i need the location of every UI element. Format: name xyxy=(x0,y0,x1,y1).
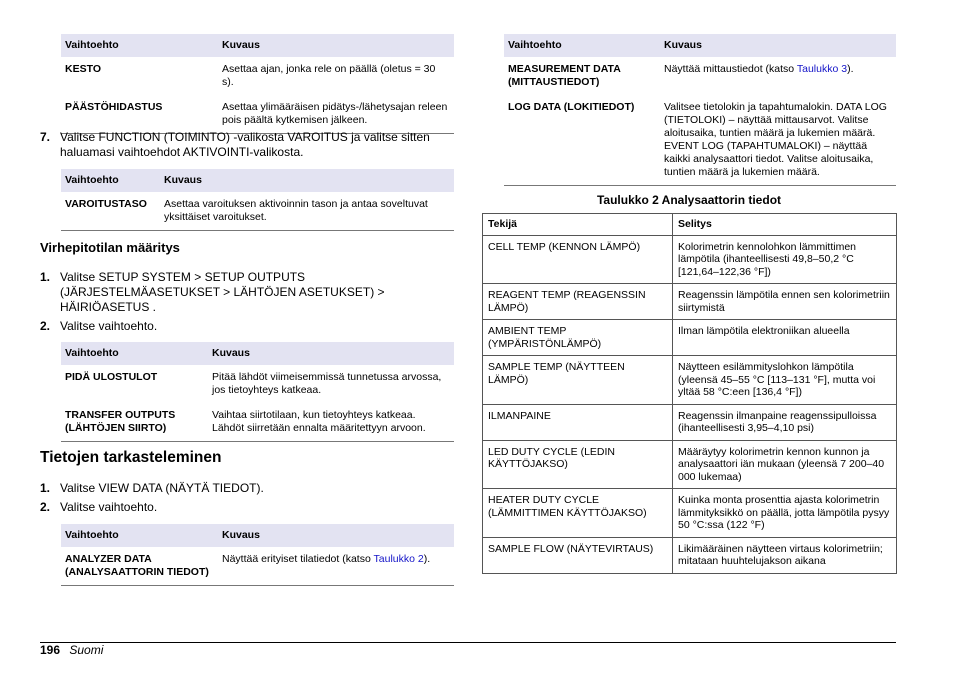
table-row xyxy=(504,95,896,186)
section-heading: Virhepitotilan määritys xyxy=(40,240,180,255)
parameter-description: Kolorimetrin kennolohkon lämmittimen lämpötila (ihanteellisesti 49,8–50,2 °C [121,64–122,36 °F]) xyxy=(673,235,897,284)
option-name: PIDÄ ULOSTULOT xyxy=(65,371,158,383)
parameter-name: REAGENT TEMP (REAGENSSIN LÄMPÖ) xyxy=(483,284,673,320)
table-row xyxy=(483,356,897,405)
step-text: Valitse vaihtoehto. xyxy=(60,319,158,333)
step-number: 2. xyxy=(40,319,51,333)
step-1 xyxy=(40,481,440,496)
column-header: Vaihtoehto xyxy=(61,524,218,547)
section-heading: Tietojen tarkasteleminen xyxy=(40,449,222,466)
step-number: 7. xyxy=(40,130,51,144)
table-row xyxy=(483,235,897,284)
option-description: Asettaa varoituksen aktivoinnin tason ja antaa soveltuvat yksittäiset varoitukset. xyxy=(160,192,454,231)
option-description: Asettaa ajan, jonka rele on päällä (oletus = 30 s). xyxy=(222,63,436,88)
step-1 xyxy=(40,270,440,315)
option-description xyxy=(218,547,454,586)
table-row xyxy=(61,403,454,442)
footer-language: Suomi xyxy=(69,643,104,657)
option-description xyxy=(660,57,896,95)
option-name: PÄÄSTÖHIDASTUS xyxy=(61,95,218,134)
table-row xyxy=(61,95,454,134)
option-description: Asettaa ylimääräisen pidätys-/lähetysajan releen pois päältä kytkemisen jälkeen. xyxy=(218,95,454,134)
parameter-name: AMBIENT TEMP (YMPÄRISTÖNLÄMPÖ) xyxy=(483,320,673,356)
step-number: 1. xyxy=(40,481,51,495)
option-name: MEASUREMENT DATA (MITTAUSTIEDOT) xyxy=(508,63,621,88)
step-2 xyxy=(40,319,440,334)
column-header: Kuvaus xyxy=(218,524,454,547)
options-table-failsafe xyxy=(61,342,454,442)
column-header: Vaihtoehto xyxy=(61,169,160,192)
parameter-description: Ilman lämpötila elektroniikan alueella xyxy=(673,320,897,356)
options-table-relay xyxy=(61,34,454,134)
step-text: Valitse vaihtoehto. xyxy=(60,500,158,514)
column-header: Vaihtoehto xyxy=(504,34,660,57)
parameter-description: Määräytyy kolorimetrin kennon kunnon ja analysaattori iän mukaan (yleensä 7 200–40 000 lukemaa) xyxy=(673,440,897,489)
option-name: TRANSFER OUTPUTS (LÄHTÖJEN SIIRTO) xyxy=(61,403,208,442)
column-header: Vaihtoehto xyxy=(61,34,218,57)
parameter-name: LED DUTY CYCLE (LEDIN KÄYTTÖJAKSO) xyxy=(483,440,673,489)
option-description: Valitsee tietolokin ja tapahtumalokin. DATA LOG (TIETOLOKI) – näyttää mittausarvot. Valitse aloitusaika, tuntien määrä ja lukemien määrä. EVENT LOG (TAPAHTUMALOKI) – näyttää kaikki analysaattori tiedot. Valitse aloitusaika, tuntien määrä ja lukemien määrä. xyxy=(660,95,896,186)
table-caption: Taulukko 2 Analysaattorin tiedot xyxy=(596,193,782,207)
options-table-warning xyxy=(61,169,454,231)
column-header: Kuvaus xyxy=(218,34,454,57)
parameter-description: Reagenssin lämpötila ennen sen kolorimetriin siirtymistä xyxy=(673,284,897,320)
column-header: Selitys xyxy=(673,214,897,236)
table-row xyxy=(483,284,897,320)
table-row xyxy=(61,365,454,403)
parameter-description: Likimääräinen näytteen virtaus kolorimetriin; mitataan huuhtelujakson aikana xyxy=(673,537,897,573)
table-row xyxy=(483,489,897,538)
step-7 xyxy=(40,130,450,160)
page-footer xyxy=(40,643,103,657)
parameter-name: SAMPLE FLOW (NÄYTEVIRTAUS) xyxy=(483,537,673,573)
parameter-description: Reagenssin ilmanpaine reagenssipulloissa (ihanteellisesti 3,95–4,10 psi) xyxy=(673,404,897,440)
option-name: VAROITUSTASO xyxy=(61,192,160,231)
table-row xyxy=(61,57,454,95)
step-number: 2. xyxy=(40,500,51,514)
step-2 xyxy=(40,500,440,515)
description-text: ). xyxy=(847,63,854,75)
table-row xyxy=(61,192,454,231)
description-text: Näyttää erityiset tilatiedot (katso xyxy=(222,553,374,565)
parameter-name: ILMANPAINE xyxy=(483,404,673,440)
parameter-description: Näytteen esilämmityslohkon lämpötila (yleensä 45–55 °C [113–131 °F], mutta voi yltää 58 °C:een [136,4 °F]) xyxy=(673,356,897,405)
description-text: Näyttää mittaustiedot (katso xyxy=(664,63,797,75)
step-text: Valitse SETUP SYSTEM > SETUP OUTPUTS (JÄRJESTELMÄASETUKSET > LÄHTÖJEN ASETUKSET) > HÄIRIÖASETUS . xyxy=(60,270,385,314)
table-reference-link[interactable]: Taulukko 2 xyxy=(373,553,424,565)
table-row xyxy=(483,440,897,489)
column-header: Tekijä xyxy=(483,214,673,236)
analyzer-data-table xyxy=(482,213,897,574)
options-table-data-types xyxy=(504,34,896,186)
table-row xyxy=(483,320,897,356)
option-description: Pitää lähdöt viimeisemmissä tunnetussa arvossa, jos tietoyhteys katkeaa. xyxy=(212,371,442,396)
column-header: Vaihtoehto xyxy=(61,342,208,365)
parameter-name: HEATER DUTY CYCLE (LÄMMITTIMEN KÄYTTÖJAKSO) xyxy=(483,489,673,538)
description-text: ). xyxy=(423,553,431,565)
step-text: Valitse FUNCTION (TOIMINTO) -valikosta VAROITUS ja valitse sitten haluamasi vaihtoehdot AKTIVOINTI-valikosta. xyxy=(60,130,430,159)
option-name: ANALYZER DATA (ANALYSAATTORIN TIEDOT) xyxy=(61,547,218,586)
table-row xyxy=(483,537,897,573)
parameter-name: SAMPLE TEMP (NÄYTTEEN LÄMPÖ) xyxy=(483,356,673,405)
table-row xyxy=(504,57,896,95)
page-number: 196 xyxy=(40,643,61,657)
option-name: LOG DATA (LOKITIEDOT) xyxy=(504,95,660,186)
option-name: KESTO xyxy=(65,63,101,75)
parameter-name: CELL TEMP (KENNON LÄMPÖ) xyxy=(483,235,673,284)
options-table-view-data xyxy=(61,524,454,586)
column-header: Kuvaus xyxy=(160,169,454,192)
table-row xyxy=(483,404,897,440)
parameter-description: Kuinka monta prosenttia ajasta kolorimetrin lämmityksikkö on päällä, jotta lämpötila pysyy 50 °C:ssa (122 °F) xyxy=(673,489,897,538)
step-number: 1. xyxy=(40,270,51,284)
column-header: Kuvaus xyxy=(208,342,454,365)
footer-rule xyxy=(40,642,896,643)
step-text: Valitse VIEW DATA (NÄYTÄ TIEDOT). xyxy=(60,481,264,495)
column-header: Kuvaus xyxy=(660,34,896,57)
table-reference-link[interactable]: Taulukko 3 xyxy=(796,63,848,75)
table-row xyxy=(61,547,454,586)
option-description: Vaihtaa siirtotilaan, kun tietoyhteys katkeaa. Lähdöt siirretään ennalta määritettyyn arvoon. xyxy=(208,403,454,442)
